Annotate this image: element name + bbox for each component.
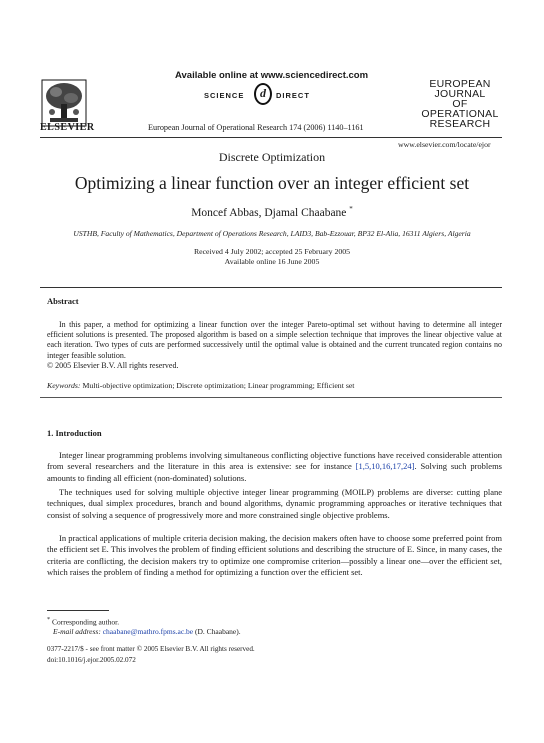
sd-left-text: SCIENCE (204, 91, 245, 100)
sciencedirect-logo (204, 83, 324, 107)
issn-line: 0377-2217/$ - see front matter © 2005 Elsevier B.V. All rights reserved. (47, 645, 255, 653)
section-label: Discrete Optimization (218, 150, 326, 164)
journal-reference: European Journal of Operational Research 174 (2006) 1140–1161 (148, 123, 364, 132)
intro-paragraph-3: In practical applications of multiple criteria decision making, the decision makers often have to choose some preferred point from the efficient set E. This involves the problem of finding efficient solutions and describing the structure of E. Since, in many cases, the criteria are conflicting, the decision makers try to optimize one compromise criterion—possibly a linear one—over the efficient set, which raises the problem of finding a method for optimizing a function over the efficient set. (47, 533, 502, 577)
publisher-name: ELSEVIER (40, 122, 95, 133)
p1-text-a: Integer linear programming problems involving simultaneous conflicting objective functions have received considerable attention from several researchers and the literature in this area is extensive: see for instance (47, 450, 502, 472)
intro-paragraph-2: The techniques used for solving multiple objective integer linear programming (MOILP) problems are diverse: cutting plane techniques, dual simplex procedures, branch and bound algorithms, dynamic programming approaches or iterative techniques that consist of solving a sequence of progressively more and more constrained single objective problems. (47, 487, 502, 520)
keywords (47, 381, 354, 390)
abstract-bottom-rule (40, 397, 502, 398)
author-names: Moncef Abbas, Djamal Chaabane (191, 206, 347, 219)
ejor-logo-line: OF OPERATIONAL (421, 98, 499, 120)
journal-url[interactable]: www.elsevier.com/locate/ejor (398, 140, 491, 149)
ejor-logo-line: JOURNAL (434, 88, 486, 100)
footnote-mark: * (47, 616, 51, 623)
citation-link[interactable]: [1,5,10,16,17,24] (355, 461, 415, 472)
abstract-heading: Abstract (47, 296, 79, 306)
corresponding-mark[interactable]: * (349, 205, 353, 213)
ejor-logo (418, 79, 502, 129)
email-label: E-mail address: (53, 627, 101, 636)
footnote (47, 615, 241, 637)
abstract-text: In this paper, a method for optimizing a linear function over the integer Pareto-optimal set without having to determine all integer efficient solutions is presented. The proposed algorithm is based on a simple selection technique that improves the linear objective value at each iteration. Two types of cuts are performed successively until the optimal value is obtained and the current truncated region contains no integer feasible solution. (47, 320, 502, 360)
footnote-email (47, 627, 241, 637)
keywords-list: Multi-objective optimization; Discrete optimization; Linear programming; Efficient set (82, 381, 355, 390)
p1-text-b: . Solving such problems amounts to finding all efficient (non-dominated) solutions. (47, 461, 502, 483)
email-link[interactable]: chaabane@mathro.fpms.ac.be (102, 627, 194, 636)
header-rule (40, 137, 502, 138)
abstract-top-rule (40, 287, 502, 288)
authors (0, 205, 544, 219)
footnote-corresponding (47, 615, 241, 627)
corresponding-label: Corresponding author. (52, 617, 120, 627)
keywords-label: Keywords: (47, 381, 81, 390)
affiliation: USTHB, Faculty of Mathematics, Department of Operations Research, LAID3, Bab-Ezzouar, BP32 El-Alia, 16311 Algiers, Algeria (73, 229, 471, 238)
footnote-rule (47, 610, 109, 611)
received-dates: Received 4 July 2002; accepted 25 February 2005 (193, 247, 351, 256)
online-date: Available online 16 June 2005 (224, 257, 320, 266)
paper-title: Optimizing a linear function over an integer efficient set (74, 173, 470, 193)
ejor-logo-line: RESEARCH (429, 118, 491, 130)
sd-right-text: DIRECT (276, 91, 310, 100)
copyright: © 2005 Elsevier B.V. All rights reserved. (47, 361, 179, 370)
ejor-logo-line: EUROPEAN (429, 78, 491, 90)
intro-paragraph-1 (47, 450, 502, 484)
doi-link[interactable]: doi:10.1016/j.ejor.2005.02.072 (47, 656, 136, 664)
section-heading: 1. Introduction (47, 428, 102, 438)
email-suffix: (D. Chaabane). (195, 627, 241, 636)
available-online: Available online at www.sciencedirect.com (175, 70, 369, 81)
sd-at-icon: d (254, 83, 272, 105)
